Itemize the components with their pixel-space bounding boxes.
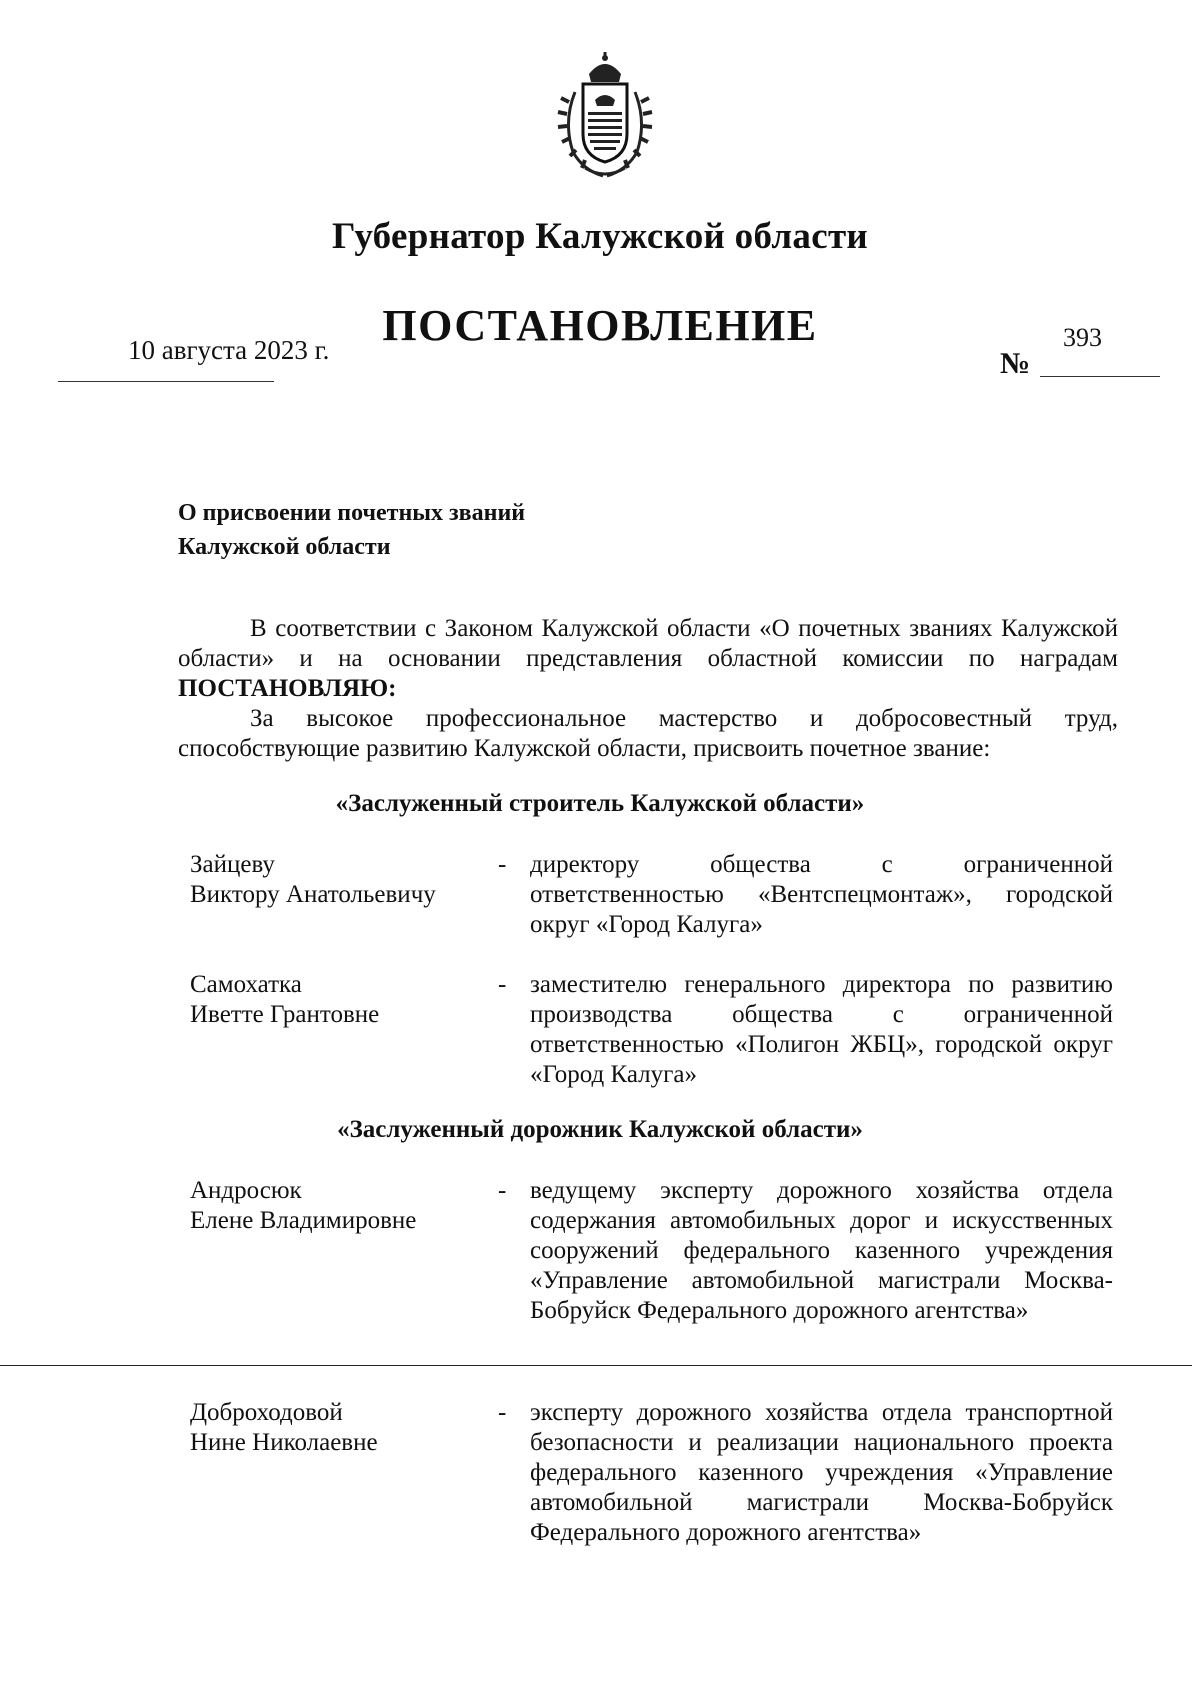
number-label: № bbox=[1000, 347, 1031, 380]
awardee-surname: Андросюк bbox=[190, 1177, 302, 1204]
resolution-keyword: ПОСТАНОВЛЯЮ: bbox=[178, 675, 397, 702]
entry-dash: - bbox=[498, 1177, 507, 1204]
document-type: ПОСТАНОВЛЕНИЕ bbox=[382, 301, 818, 350]
preamble bbox=[178, 614, 1118, 764]
awardee-name bbox=[190, 1176, 480, 1236]
document-subject bbox=[178, 496, 525, 564]
awardee-name bbox=[190, 970, 480, 1030]
entry-dash: - bbox=[498, 1399, 507, 1426]
awardee-given-name: Иветте Грантовне bbox=[190, 1001, 380, 1028]
awardee-given-name: Виктору Анатольевичу bbox=[190, 881, 436, 908]
document-number: 393 bbox=[1063, 323, 1102, 352]
awardee-name bbox=[190, 1398, 480, 1458]
subject-line: О присвоении почетных званий bbox=[178, 500, 526, 526]
number-underline bbox=[1040, 376, 1160, 377]
honorary-title-heading: «Заслуженный дорожник Калужской области» bbox=[337, 1116, 863, 1143]
honorary-title-heading: «Заслуженный строитель Калужской области» bbox=[335, 790, 865, 817]
preamble-text: В соответствии с Законом Калужской области «О почетных званиях Калужской области» и на основании представления областной комиссии по наградам bbox=[178, 615, 1118, 672]
awardee-surname: Зайцеву bbox=[190, 851, 275, 878]
awardee-given-name: Елене Владимировне bbox=[190, 1207, 417, 1234]
awardee-position: эксперту дорожного хозяйства отдела транспортной безопасности и реализации национального проекта федерального казенного учреждения «Управление автомобильной магистрали Москва-Бобруйск Федерального дорожного агентства» bbox=[530, 1399, 1113, 1546]
subject-line: Калужской области bbox=[178, 534, 391, 560]
date-underline bbox=[58, 381, 274, 382]
preamble-paragraph: За высокое профессиональное мастерство и добросовестный труд, способствующие развитию Калужской области, присвоить почетное звание: bbox=[178, 705, 1118, 762]
coat-of-arms-icon bbox=[555, 52, 655, 182]
awardee-position: заместителю генерального директора по развитию производства общества с ограниченной ответственностью «Полигон ЖБЦ», городской округ «Город Калуга» bbox=[530, 971, 1113, 1088]
issuing-authority: Губернатор Калужской области bbox=[331, 216, 869, 257]
awardee-given-name: Нине Николаевне bbox=[190, 1429, 378, 1456]
awardee-position: директору общества с ограниченной ответственностью «Вентспецмонтаж», городской округ «Город Калуга» bbox=[530, 851, 1113, 938]
awardee-name bbox=[190, 850, 480, 910]
entry-dash: - bbox=[498, 851, 507, 878]
awardee-surname: Доброходовой bbox=[190, 1399, 343, 1426]
awardee-surname: Самохатка bbox=[190, 971, 302, 998]
document-date: 10 августа 2023 г. bbox=[128, 335, 330, 365]
preamble-paragraph bbox=[178, 614, 1118, 704]
entry-dash: - bbox=[498, 971, 507, 998]
awardee-position: ведущему эксперту дорожного хозяйства отдела содержания автомобильных дорог и искусственных сооружений федерального казенного учреждения «Управление автомобильной магистрали Москва-Бобруйск Федерального дорожного агентства» bbox=[530, 1177, 1113, 1324]
page-divider-line bbox=[0, 1365, 1192, 1366]
